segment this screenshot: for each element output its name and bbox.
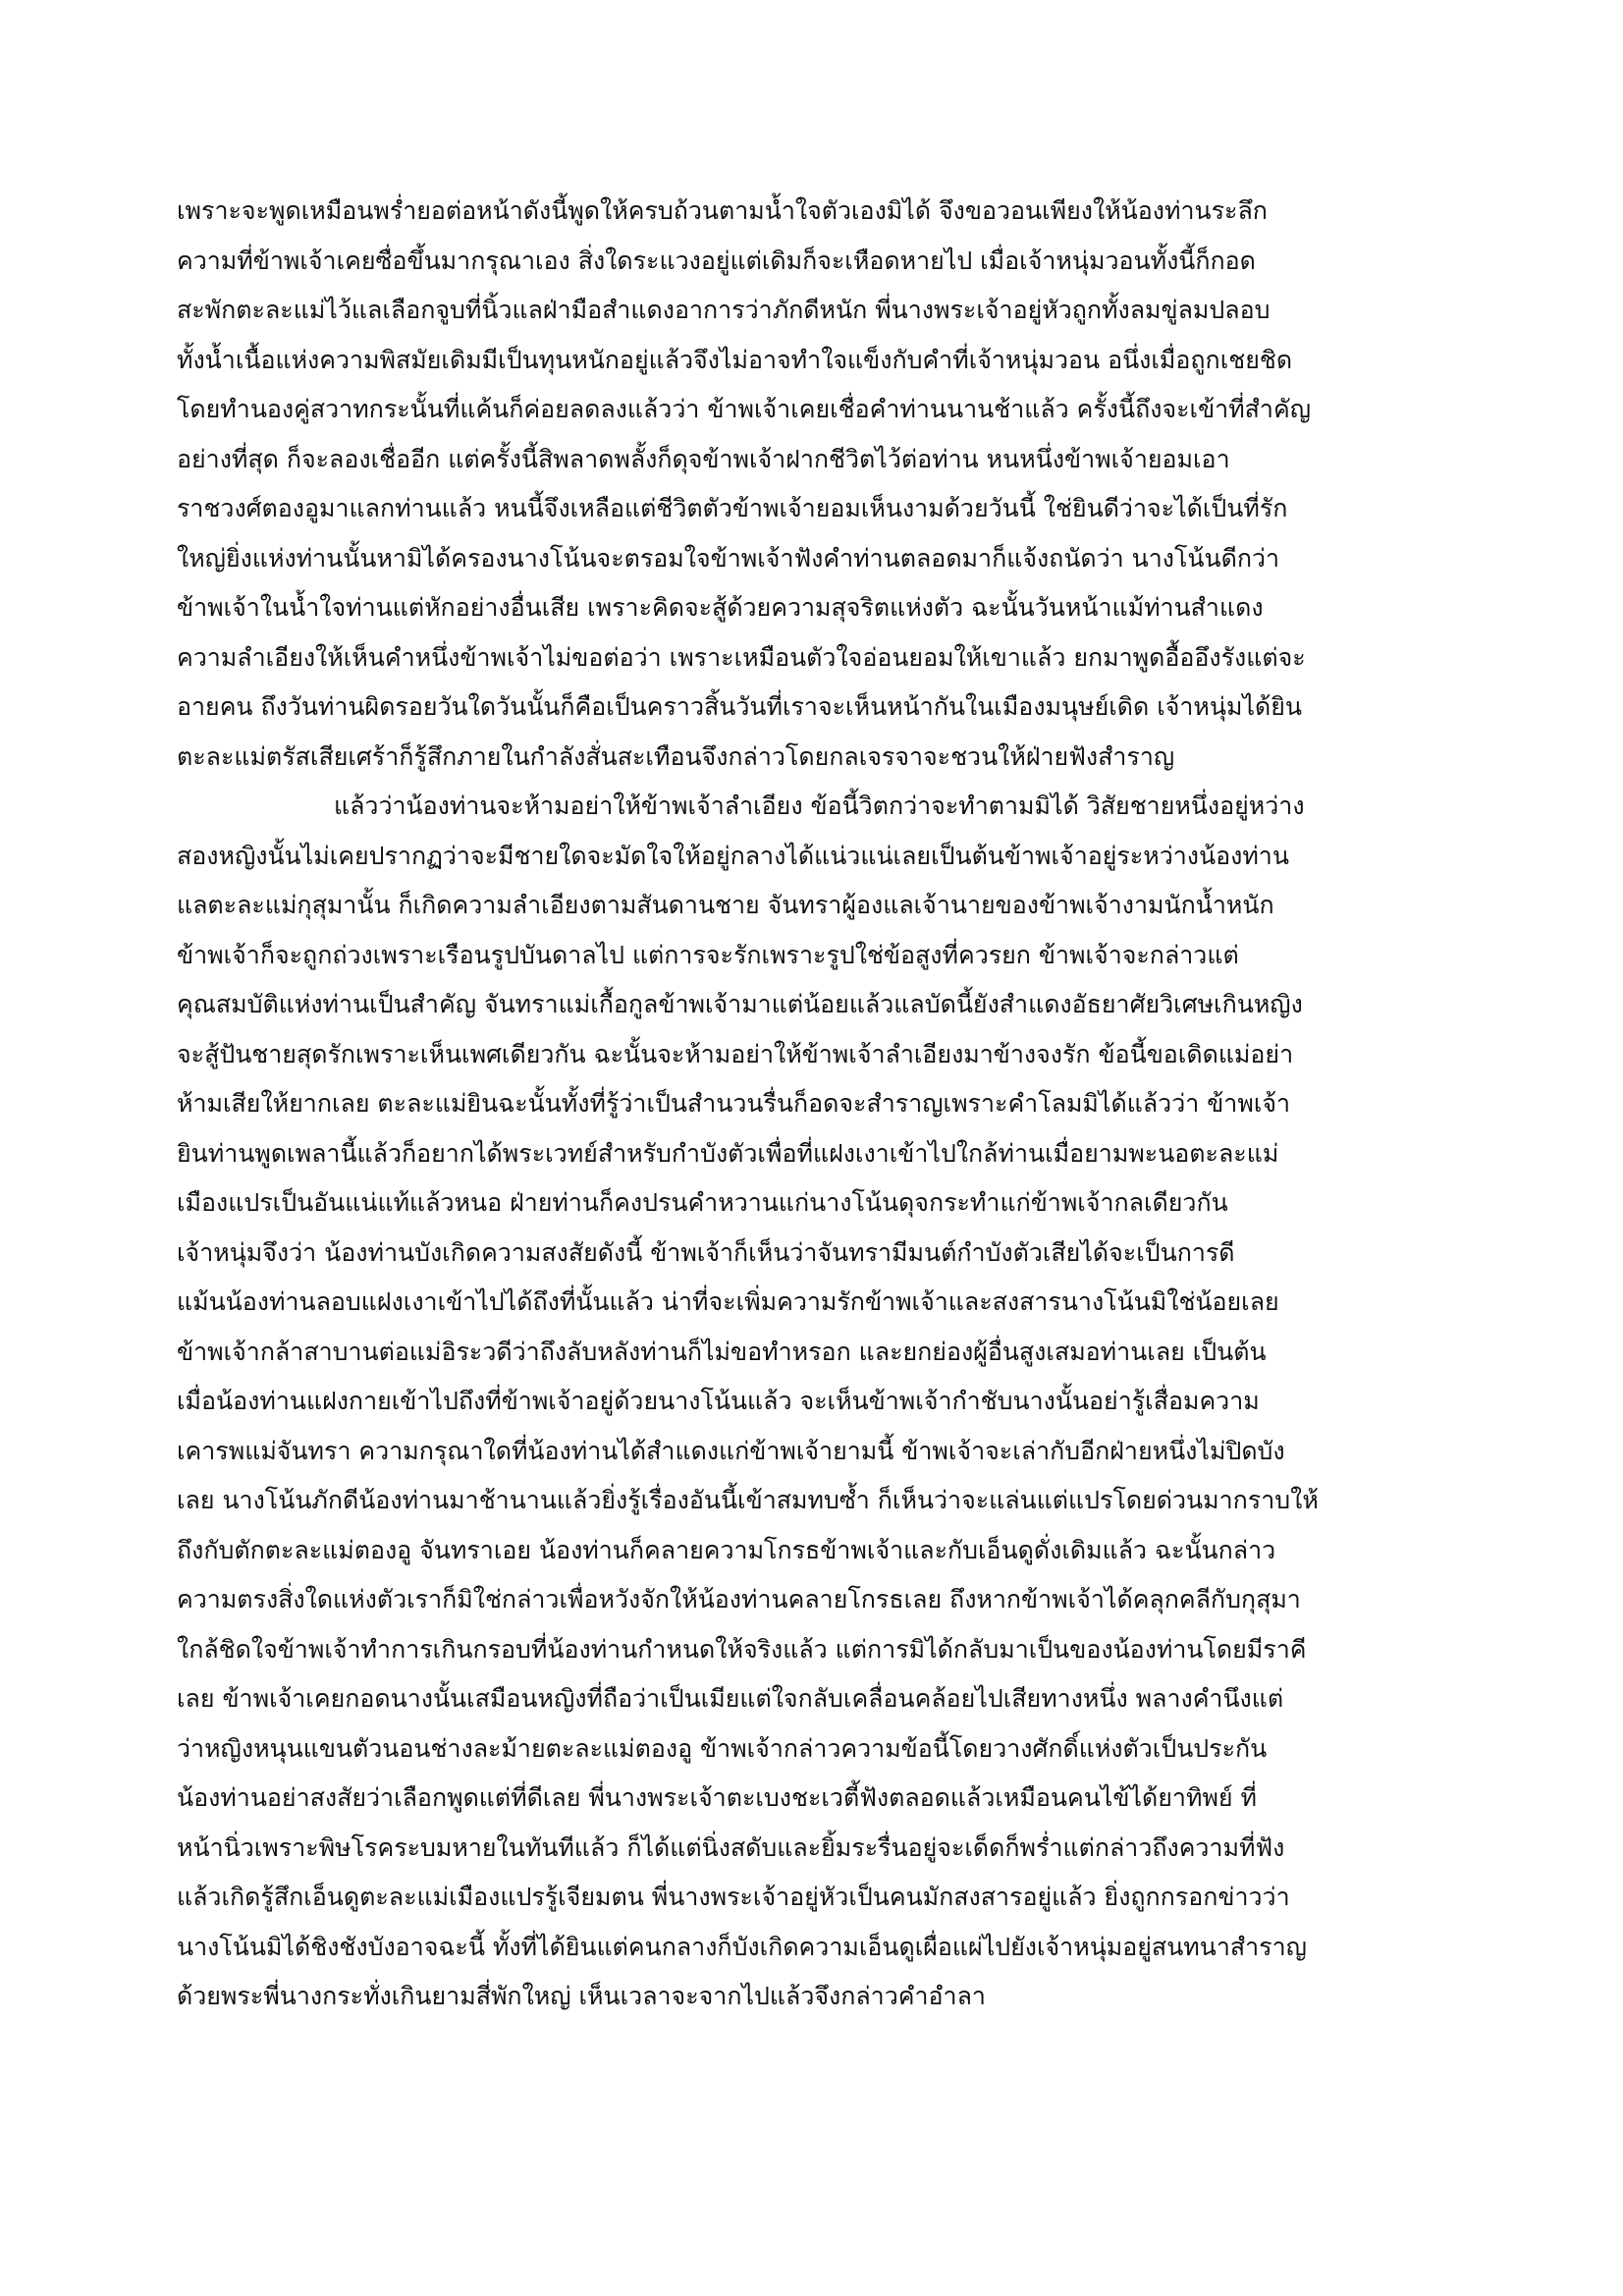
text-line: สะพักตะละแม่ไว้แลเลือกจูบที่นิ้วแลฝ่ามือสำแดงอาการว่าภักดีหนัก พี่นางพระเจ้าอยู่หัวถูกทั้งลมขู่ลมปลอบ [177,296,1271,324]
text-line: เมืองแปรเป็นอันแน่แท้แล้วหนอ ฝ่ายท่านก็คงปรนคำหวานแก่นางโน้นดุจกระทำแก่ข้าพเจ้ากลเดียวกัน [177,1188,1228,1217]
text-line: เพราะจะพูดเหมือนพร่ำยอต่อหน้าดังนี้พูดให้ครบถ้วนตามน้ำใจตัวเองมิได้ จึงขอวอนเพียงให้น้องท่านระลึก [177,196,1268,225]
text-line: เลย ข้าพเจ้าเคยกอดนางนั้นเสมือนหญิงที่ถือว่าเป็นเมียแต่ใจกลับเคลื่อนคล้อยไปเสียทางหนึ่ง พลางคำนึงแต่ [177,1684,1284,1713]
text-line: ตะละแม่ตรัสเสียเศร้าก็รู้สึกภายในกำลังสั่นสะเทือนจึงกล่าวโดยกลเจรจาจะชวนให้ฝ่ายฟังสำราญ [177,741,1175,771]
text-line: แล้วเกิดรู้สึกเอ็นดูตะละแม่เมืองแปรรู้เจียมตน พี่นางพระเจ้าอยู่หัวเป็นคนมักสงสารอยู่แล้ว ยิ่งถูกกรอกข่าวว่า [177,1883,1290,1911]
text-line: นางโน้นมิได้ชิงชังบังอาจฉะนี้ ทั้งที่ได้ยินแต่คนกลางก็บังเกิดความเอ็นดูเผื่อแผ่ไปยังเจ้าหนุ่มอยู่สนทนาสำราญ [177,1932,1307,1961]
text-line: หน้านิ่วเพราะพิษโรคระบมหายในทันทีแล้ว ก็ได้แต่นิ่งสดับและยิ้มระรื่นอยู่จะเด็ดก็พร่ำแต่กล่าวถึงความที่ฟัง [177,1832,1285,1862]
text-line: ความลำเอียงให้เห็นคำหนึ่งข้าพเจ้าไม่ขอต่อว่า เพราะเหมือนตัวใจอ่อนยอมให้เขาแล้ว ยกมาพูดอื้ออึงรังแต่จะ [177,642,1306,672]
text-line: ความที่ข้าพเจ้าเคยซื่อขึ้นมากรุณาเอง สิ่งใดระแวงอยู่แต่เดิมก็จะเหือดหายไป เมื่อเจ้าหนุ่มวอนทั้งนี้ก็กอด [177,246,1256,275]
text-line: อายคน ถึงวันท่านผิดรอยวันใดวันนั้นก็คือเป็นคราวสิ้นวันที่เราจะเห็นหน้ากันในเมืองมนุษย์เดิด เจ้าหนุ่มได้ยิน [177,692,1303,721]
text-line: ข้าพเจ้ากล้าสาบานต่อแม่อิระวดีว่าถึงลับหลังท่านก็ไม่ขอทำหรอก และยกย่องผู้อื่นสูงเสมอท่านเลย เป็นต้น [177,1337,1267,1366]
text-line: ถึงกับตักตะละแม่ตองอู จันทราเอย น้องท่านก็คลายความโกรธข้าพเจ้าและกับเอ็นดูดั่งเดิมแล้ว ฉะนั้นกล่าว [177,1535,1276,1564]
text-line: เลย นางโน้นภักดีน้องท่านมาช้านานแล้วยิ่งรู้เรื่องอันนี้เข้าสมทบซ้ำ ก็เห็นว่าจะแล่นแต่แปรโดยด่วนมากราบให้ [177,1486,1319,1514]
text-line: จะสู้ปันชายสุดรักเพราะเห็นเพศเดียวกัน ฉะนั้นจะห้ามอย่าให้ข้าพเจ้าลำเอียงมาข้างจงรัก ข้อนี้ขอเดิดแม่อย่า [177,1039,1294,1068]
text-line: อย่างที่สุด ก็จะลองเชื่ออีก แต่ครั้งนี้สิพลาดพลั้งก็ดุจข้าพเจ้าฝากชีวิตไว้ต่อท่าน หนหนึ่งข้าพเจ้ายอมเอา [177,444,1230,473]
text-line: สองหญิงนั้นไม่เคยปรากฏว่าจะมีชายใดจะมัดใจให้อยู่กลางได้แน่วแน่เลยเป็นต้นข้าพเจ้าอยู่ระหว่างน้องท่าน [177,841,1289,870]
text-line: แลตะละแม่กุสุมานั้น ก็เกิดความลำเอียงตามสันดานชาย จันทราผู้องแลเจ้านายของข้าพเจ้างามนักน้ำหนัก [177,891,1274,919]
paragraph-start-line: แล้วว่าน้องท่านจะห้ามอย่าให้ข้าพเจ้าลำเอียง ข้อนี้วิตกว่าจะทำตามมิได้ วิสัยชายหนึ่งอยู่หว่าง [334,792,1305,820]
text-line: ใหญ่ยิ่งแห่งท่านนั้นหามิได้ครองนางโน้นจะตรอมใจข้าพเจ้าฟังคำท่านตลอดมาก็แจ้งถนัดว่า นางโน้นดีกว่า [177,543,1280,573]
text-line: ใกล้ชิดใจข้าพเจ้าทำการเกินกรอบที่น้องท่านกำหนดให้จริงแล้ว แต่การมิได้กลับมาเป็นของน้องท่านโดยมีราคี [177,1634,1307,1664]
text-line: ความตรงสิ่งใดแห่งตัวเราก็มิใช่กล่าวเพื่อหวังจักให้น้องท่านคลายโกรธเลย ถึงหากข้าพเจ้าได้คลุกคลีกับกุสุมา [177,1585,1301,1613]
text-line: เคารพแม่จันทรา ความกรุณาใดที่น้องท่านได้สำแดงแก่ข้าพเจ้ายามนี้ ข้าพเจ้าจะเล่ากับอีกฝ่ายหนึ่งไม่ปิดบัง [177,1436,1285,1465]
text-line: ด้วยพระพี่นางกระทั่งเกินยามสี่พักใหญ่ เห็นเวลาจะจากไปแล้วจึงกล่าวคำอำลา [177,1982,986,2010]
text-line: เจ้าหนุ่มจึงว่า น้องท่านบังเกิดความสงสัยดังนี้ ข้าพเจ้าก็เห็นว่าจันทรามีมนต์กำบังตัวเสียได้จะเป็นการดี [177,1237,1235,1267]
text-line: ยินท่านพูดเพลานี้แล้วก็อยากได้พระเวทย์สำหรับกำบังตัวเพื่อที่แฝงเงาเข้าไปใกล้ท่านเมื่อยามพะนอตะละแม่ [177,1138,1279,1168]
text-line: โดยทำนองคู่สวาทกระนั้นที่แค้นก็ค่อยลดลงแล้วว่า ข้าพเจ้าเคยเชื่อคำท่านนานช้าแล้ว ครั้งนี้ถึงจะเข้าที่สำคัญ [177,395,1311,423]
text-line: คุณสมบัติแห่งท่านเป็นสำคัญ จันทราแม่เกื้อกูลข้าพเจ้ามาแต่น้อยแล้วแลบัดนี้ยังสำแดงอัธยาศัยวิเศษเกินหญิง [177,990,1303,1018]
text-line: ทั้งน้ำเนื้อแห่งความพิสมัยเดิมมีเป็นทุนหนักอยู่แล้วจึงไม่อาจทำใจแข็งกับคำที่เจ้าหนุ่มวอน อนึ่งเมื่อถูกเชยชิด [177,345,1293,374]
text-line: ข้าพเจ้าก็จะถูกถ่วงเพราะเรือนรูปบันดาลไป แต่การจะรักเพราะรูปใช่ข้อสูงที่ควรยก ข้าพเจ้าจะกล่าวแต่ [177,940,1239,969]
body-text [177,187,1448,2022]
text-line: แม้นน้องท่านลอบแฝงเงาเข้าไปได้ถึงที่นั้นแล้ว น่าที่จะเพิ่มความรักข้าพเจ้าและสงสารนางโน้นมิใช่น้อยเลย [177,1287,1279,1316]
text-line: ข้าพเจ้าในน้ำใจท่านแต่หักอย่างอื่นเสีย เพราะคิดจะสู้ด้วยความสุจริตแห่งตัว ฉะนั้นวันหน้าแม้ท่านสำแดง [177,593,1264,622]
text-line: น้องท่านอย่าสงสัยว่าเลือกพูดแต่ที่ดีเลย พี่นางพระเจ้าตะเบงชะเวตี้ฟังตลอดแล้วเหมือนคนไข้ได้ยาทิพย์ ที่ [177,1783,1257,1812]
text-line: เมื่อน้องท่านแฝงกายเข้าไปถึงที่ข้าพเจ้าอยู่ด้วยนางโน้นแล้ว จะเห็นข้าพเจ้ากำชับนางนั้นอย่ารู้เสื่อมความ [177,1387,1260,1415]
text-line: ราชวงศ์ตองอูมาแลกท่านแล้ว หนนี้จึงเหลือแต่ชีวิตตัวข้าพเจ้ายอมเห็นงามด้วยวันนี้ ใช่ยินดีว่าจะได้เป็นที่รัก [177,494,1288,522]
text-line: ว่าหญิงหนุนแขนตัวนอนช่างละม้ายตะละแม่ตองอู ข้าพเจ้ากล่าวความข้อนี้โดยวางศักดิ์แห่งตัวเป็นประกัน [177,1733,1268,1763]
text-line: ห้ามเสียให้ยากเลย ตะละแม่ยินฉะนั้นทั้งที่รู้ว่าเป็นสำนวนรื่นก็อดจะสำราญเพราะคำโลมมิได้แล้วว่า ข้าพเจ้า [177,1089,1291,1118]
